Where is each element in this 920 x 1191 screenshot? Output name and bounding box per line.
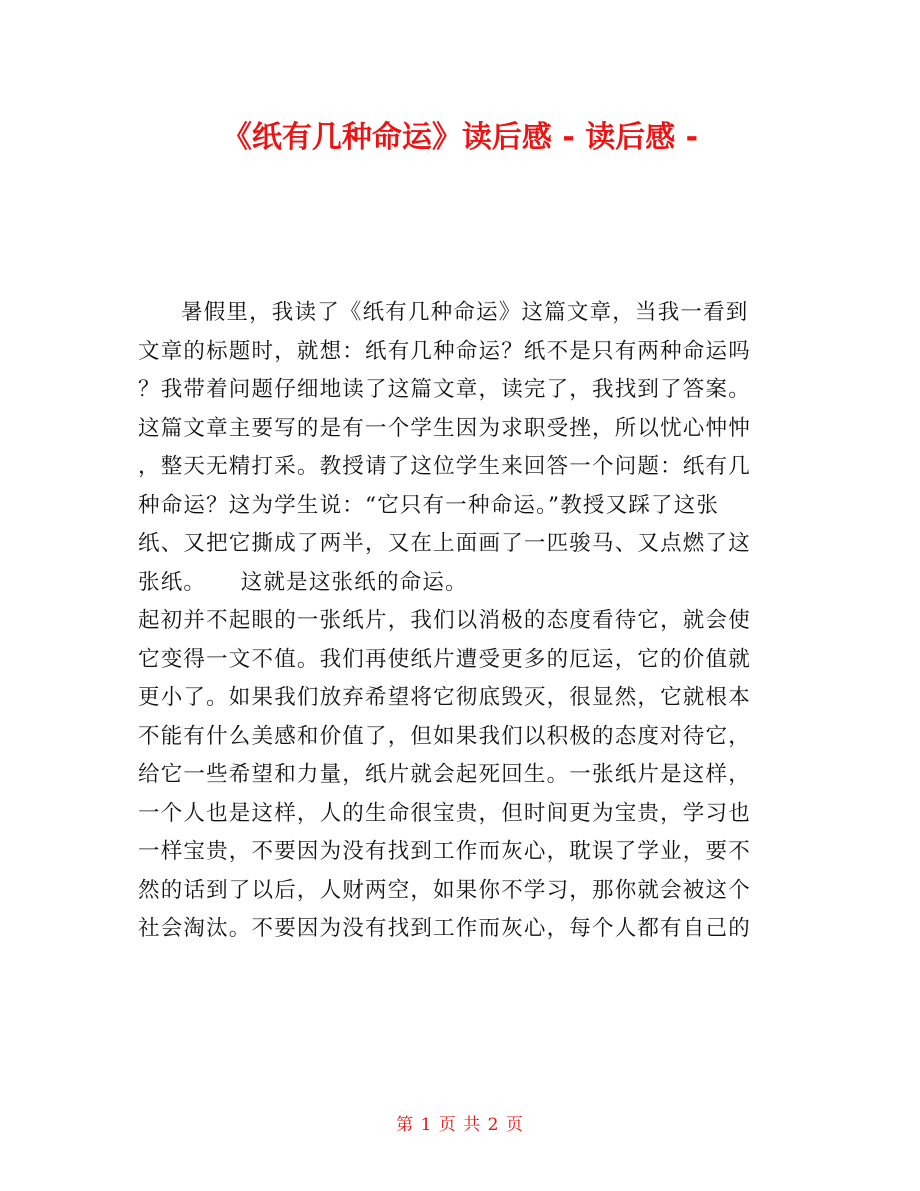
paragraph-line: 它变得一文不值。我们再使纸片遭受更多的厄运，它的价值就	[138, 646, 751, 672]
paragraph-line: 这篇文章主要写的是有一个学生因为求职受挫，所以忧心忡忡	[138, 415, 751, 441]
paragraph-line: ？我带着问题仔细地读了这篇文章，读完了，我找到了答案。	[138, 377, 751, 402]
paragraph-line: 然的话到了以后，人财两空，如果你不学习，那你就会被这个	[138, 877, 751, 903]
paragraph-line: 起初并不起眼的一张纸片，我们以消极的态度看待它，就会使	[138, 608, 751, 633]
paragraph-line: 一样宝贵，不要因为没有找到工作而灰心，耽误了学业，要不	[138, 839, 751, 864]
paragraph-line: 不能有什么美感和价值了，但如果我们以积极的态度对待它，	[138, 723, 751, 749]
paragraph-line: 一个人也是这样，人的生命很宝贵，但时间更为宝贵，学习也	[138, 800, 751, 826]
paragraph-line: 暑假里，我读了《纸有几种命运》这篇文章，当我一看到	[181, 300, 749, 325]
paragraph-line: 社会淘汰。不要因为没有找到工作而灰心，每个人都有自己的	[138, 916, 751, 941]
paragraph-line: 更小了。如果我们放弃希望将它彻底毁灭，很显然，它就根本	[138, 685, 751, 710]
paragraph-line: ，整天无精打采。教授请了这位学生来回答一个问题：纸有几	[138, 454, 751, 479]
document-body	[138, 294, 788, 949]
paragraph-line: 张纸。 这就是这张纸的命运。	[138, 569, 468, 595]
paragraph-line: 种命运？这为学生说：“它只有一种命运。”教授又踩了这张	[138, 492, 720, 518]
paragraph-line: 纸、又把它撕成了两半，又在上面画了一匹骏马、又点燃了这	[138, 531, 751, 556]
paragraph-line: 文章的标题时，就想：纸有几种命运？纸不是只有两种命运吗	[138, 338, 751, 364]
paragraph-line: 给它一些希望和力量，纸片就会起死回生。一张纸片是这样，	[138, 762, 751, 787]
page-number-footer: 第 1 页 共 2 页	[396, 1115, 524, 1135]
document-title: 《纸有几种命运》读后感 - 读后感 -	[221, 120, 699, 155]
